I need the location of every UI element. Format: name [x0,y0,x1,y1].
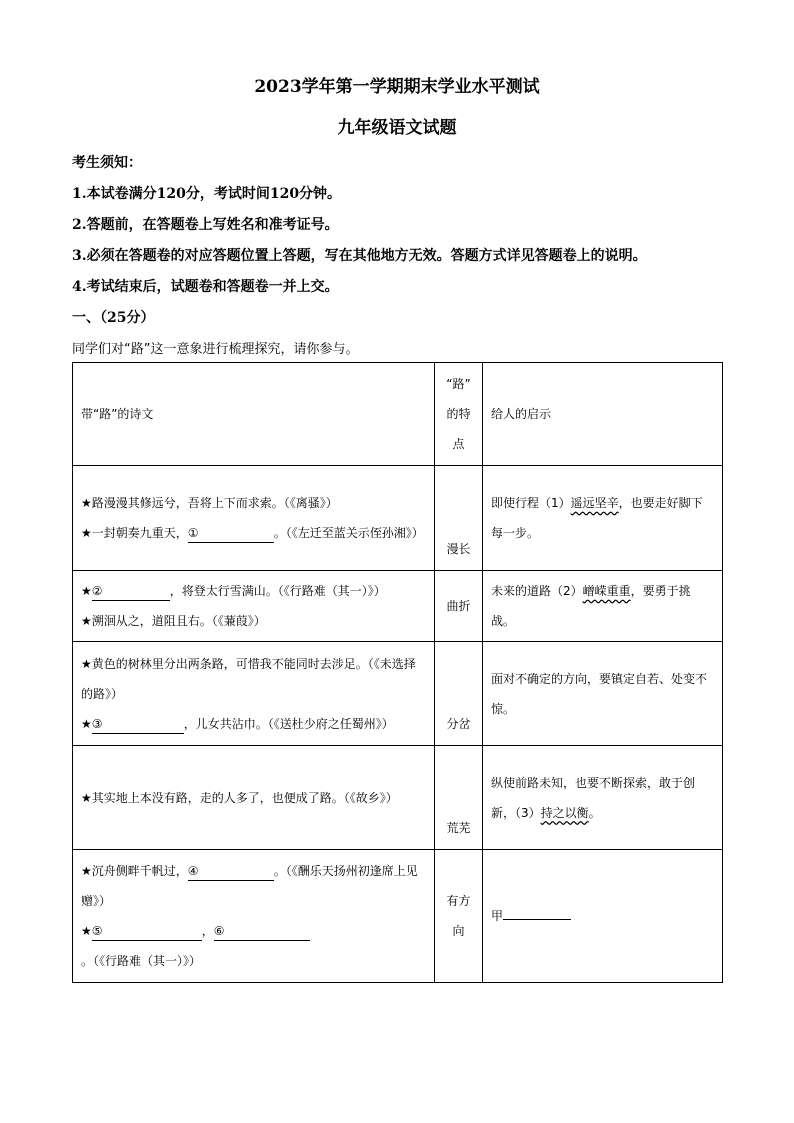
notice-heading: 考生须知： [72,155,142,171]
answer-blank-1[interactable]: ① [188,524,274,543]
answer-blank-3[interactable]: ③ [92,715,184,734]
insight-cell: 即使行程（1）遥远坚辛，也要走好脚下每一步。 [483,466,723,571]
exam-title: 2023学年第一学期期末学业水平测试 [254,77,540,97]
marked-text: 持之以衡 [540,805,589,820]
section-intro: 同学们对“路”这一意象进行梳理探究，请你参与。 [72,342,359,357]
table-row [73,850,723,983]
marked-text: 遥远坚辛 [570,496,619,510]
insight-cell: 甲 [483,850,723,983]
feature-cell: 漫长 [435,466,483,571]
table-row [73,466,723,571]
notice-item-1: 1.本试卷满分120分，考试时间120分钟。 [72,186,342,202]
notice-item-2: 2.答题前，在答题卷上写姓名和准考证号。 [72,217,339,233]
feature-cell: 曲折 [435,571,483,642]
insight-cell: 纵使前路未知，也要不断探索，敢于创新，（3）持之以衡。 [483,746,723,850]
marked-text: 嶒嵘重重 [582,584,631,598]
table-header-row [73,363,723,466]
feature-cell: 荒芜 [435,746,483,850]
answer-blank-jia[interactable] [503,919,571,920]
section-heading: 一、（25分） [72,310,155,326]
poem-cell: ★黄色的树林里分出两条路，可惜我不能同时去涉足。（《未选择的路》） ★③ ，儿女共沾巾。（《送杜少府之任蜀州》） [73,642,435,746]
answer-blank-4[interactable]: ④ [188,862,274,881]
poem-cell: ★路漫漫其修远兮，吾将上下而求索。（《离骚》） ★一封朝奏九重天，① 。（《左迁至蓝关示侄孙湘》） [73,466,435,571]
answer-blank-5[interactable]: ⑤ [92,922,202,941]
notice-item-3: 3.必须在答题卷的对应答题位置上答题，写在其他地方无效。答题方式详见答题卷上的说明。 [72,248,647,264]
exam-subtitle: 九年级语文试题 [337,118,457,138]
answer-blank-2[interactable]: ② [92,582,170,601]
answer-blank-6[interactable]: ⑥ [214,922,310,941]
notice-item-4: 4.考试结束后，试题卷和答题卷一并上交。 [72,279,339,295]
insight-cell: 面对不确定的方向，要镇定自若、处变不惊。 [483,642,723,746]
poem-cell: ★其实地上本没有路，走的人多了，也便成了路。（《故乡》） [73,746,435,850]
insight-cell: 未来的道路（2）嶒嵘重重，要勇于挑战。 [483,571,723,642]
header-feature: “路” 的特 点 [435,363,483,466]
road-imagery-table [72,362,723,983]
header-insight: 给人的启示 [483,363,723,466]
poem-cell: ★沉舟侧畔千帆过，④ 。（《酬乐天扬州初逢席上见赠》） ★⑤ ，⑥。（《行路难（其一）》） [73,850,435,983]
header-poems: 带“路”的诗文 [73,363,435,466]
feature-cell: 有方向 [435,850,483,983]
table-row [73,642,723,746]
table-row [73,571,723,642]
feature-cell: 分岔 [435,642,483,746]
table-row [73,746,723,850]
poem-cell: ★② ，将登太行雪满山。（《行路难（其一）》） ★溯洄从之，道阻且右。（《蒹葭》） [73,571,435,642]
